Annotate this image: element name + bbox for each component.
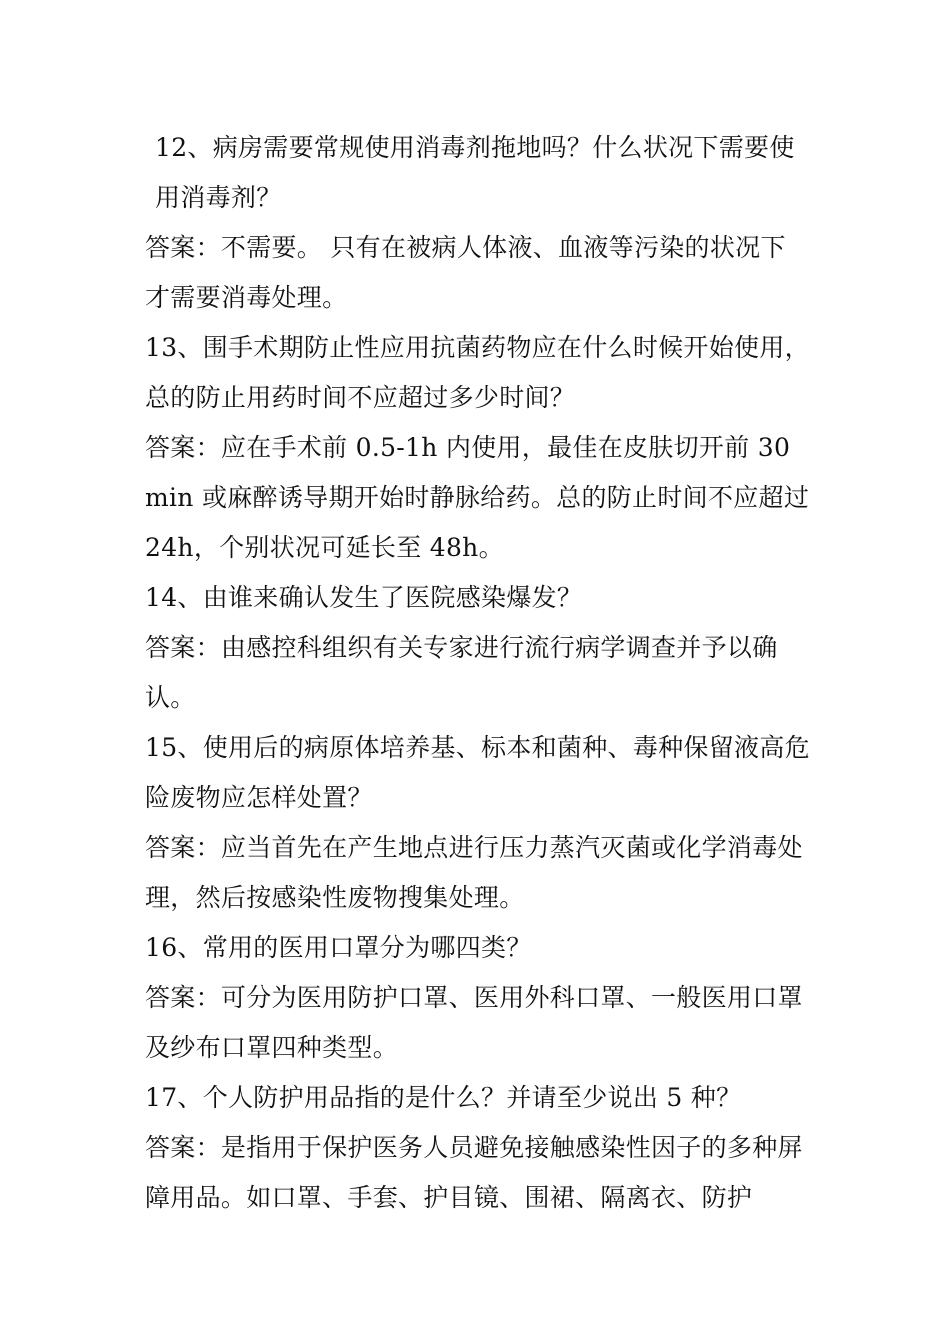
answer-17: 答案：是指用于保护医务人员避免接触感染性因子的多种屏障用品。如口罩、手套、护目镜、围裙、隔离衣、防护 <box>145 1133 803 1212</box>
document-body <box>145 123 810 1223</box>
answer-14: 答案：由感控科组织有关专家进行流行病学调查并予以确认。 <box>145 633 778 712</box>
answer-16: 答案：可分为医用防护口罩、医用外科口罩、一般医用口罩及纱布口罩四种类型。 <box>145 983 803 1062</box>
question-16: 16、常用的医用口罩分为哪四类？ <box>145 933 532 962</box>
question-15: 15、使用后的病原体培养基、标本和菌种、毒种保留液高危险废物应怎样处置？ <box>145 733 810 812</box>
question-13: 13、围手术期防止性应用抗菌药物应在什么时候开始使用，总的防止用药时间不应超过多少时间？ <box>145 333 810 412</box>
answer-12: 答案：不需要。 只有在被病人体液、血液等污染的状况下才需要消毒处理。 <box>145 233 786 312</box>
question-17: 17、个人防护用品指的是什么？并请至少说出 5 种？ <box>145 1083 742 1112</box>
question-14: 14、由谁来确认发生了医院感染爆发？ <box>145 583 583 612</box>
answer-13: 答案：应在手术前 0.5-1h 内使用，最佳在皮肤切开前 30 min 或麻醉诱导期开始时静脉给药。总的防止时间不应超过 24h，个别状况可延长至 48h。 <box>145 433 810 562</box>
answer-15: 答案：应当首先在产生地点进行压力蒸汽灭菌或化学消毒处理，然后按感染性废物搜集处理。 <box>145 833 803 912</box>
question-12: 12、病房需要常规使用消毒剂拖地吗？什么状况下需要使用消毒剂？ <box>155 133 795 212</box>
